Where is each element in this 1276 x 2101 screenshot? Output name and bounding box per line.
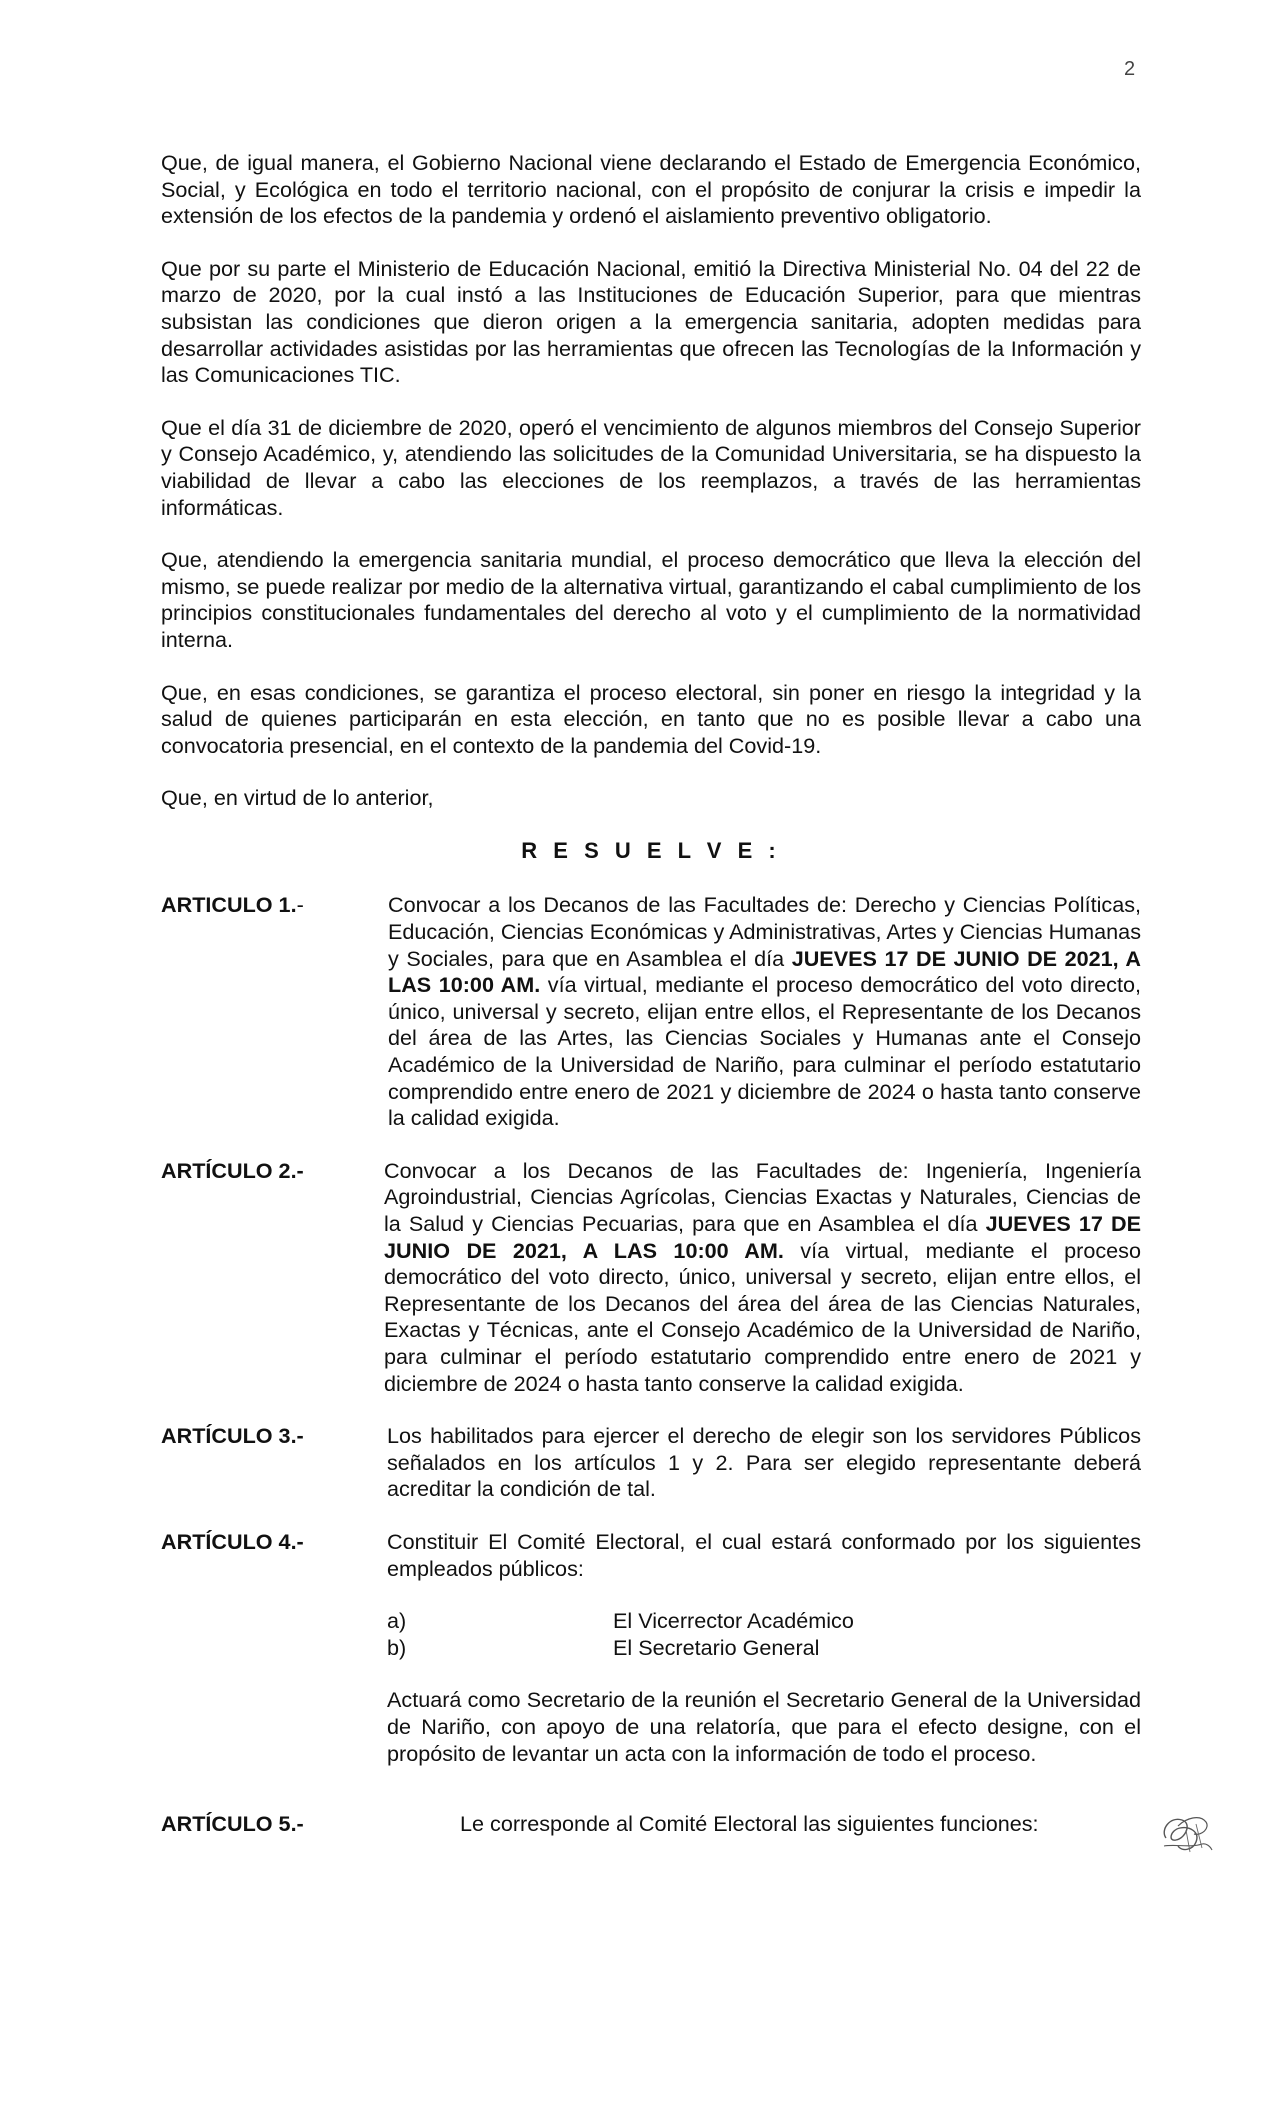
- article-1: [161, 892, 1141, 1131]
- signature-initials-icon: [1156, 1808, 1216, 1862]
- article-1-date: JUEVES 17 DE JUNIO DE 2021, A LAS 10:00 AM.: [388, 945, 1141, 998]
- article-4-label: ARTÍCULO 4.-: [161, 1528, 304, 1554]
- article-1-label-text: ARTICULO 1.: [161, 892, 297, 918]
- list-item-text: El Secretario General: [613, 1634, 820, 1660]
- article-3-label: ARTÍCULO 3.-: [161, 1423, 304, 1449]
- article-2-label: ARTÍCULO 2.-: [161, 1157, 304, 1183]
- article-2-text-after: vía virtual, mediante el proceso democrático del voto directo, único, universal y secreto, elijan entre ellos, el Representante de los Decanos del área del área de las Ciencias Naturales, Exactas y Técnicas, ante el Consejo Académico de la Universidad de Nariño, para culminar el período estatutario comprendido entre enero de 2021 y diciembre de 2024 o hasta tanto conserve la calidad exigida.: [384, 1237, 1141, 1396]
- article-1-body: [384, 892, 1141, 1131]
- article-4-text-2: Actuará como Secretario de la reunión el Secretario General de la Universidad de Nariño, con apoyo de una relatoría, que para el efecto designe, con el propósito de levantar un acta con la información de todo el proceso.: [387, 1687, 1141, 1766]
- article-1-label-dash: -: [296, 892, 304, 918]
- article-5: [161, 1811, 1141, 1838]
- paragraph-ministerio: Que por su parte el Ministerio de Educación Nacional, emitió la Directiva Ministerial No. 04 del 22 de marzo de 2020, por la cual instó a las Instituciones de Educación Superior, para que mientras subsistan las condiciones que dieron origen a la emergencia sanitaria, adopten medidas para desarrollar actividades asistidas por las herramientas que ofrecen las Tecnologías de la Información y las Comunicaciones TIC.: [161, 255, 1141, 388]
- article-3: [161, 1423, 1141, 1503]
- article-4-text: Constituir El Comité Electoral, el cual estará conformado por los siguientes empleados públicos:: [387, 1528, 1141, 1581]
- article-1-text-after: vía virtual, mediante el proceso democrático del voto directo, único, universal y secreto, elijan entre ellos, el Representante de los Decanos del área de las Artes, las Ciencias Sociales y Humanas ante el Consejo Académico de la Universidad de Nariño, para culminar el período estatutario comprendido entre enero de 2021 y diciembre de 2024 o hasta tanto conserve la calidad exigida.: [388, 972, 1141, 1131]
- paragraph-emergencia: Que, de igual manera, el Gobierno Nacional viene declarando el Estado de Emergencia Económico, Social, y Ecológica en todo el territorio nacional, con el propósito de conjurar la crisis e impedir la extensión de los efectos de la pandemia y ordenó el aislamiento preventivo obligatorio.: [161, 150, 1141, 229]
- article-1-text-before: Convocar a los Decanos de las Facultades de: Derecho y Ciencias Políticas, Educación, Ciencias Económicas y Administrativas, Artes y Ciencias Humanas y Sociales, para que en Asamblea el día: [388, 892, 1141, 971]
- article-4-body: [384, 1529, 1141, 1767]
- article-5-label: ARTÍCULO 5.-: [161, 1811, 304, 1837]
- list-item: [387, 1635, 1141, 1662]
- article-5-body: Le corresponde al Comité Electoral las siguientes funciones:: [460, 1811, 1039, 1837]
- article-4: [161, 1529, 1141, 1767]
- resuelve-heading: R E S U E L V E :: [521, 837, 781, 863]
- article-2: [161, 1158, 1141, 1397]
- page-number: 2: [1124, 58, 1136, 80]
- document-body: [161, 150, 1141, 1864]
- article-3-body: Los habilitados para ejercer el derecho de elegir son los servidores Públicos señalados en los artículos 1 y 2. Para ser elegido representante deberá acreditar la condición de tal.: [387, 1423, 1141, 1502]
- paragraph-vencimiento: Que el día 31 de diciembre de 2020, operó el vencimiento de algunos miembros del Consejo Superior y Consejo Académico, y, atendiendo las solicitudes de la Comunidad Universitaria, se ha dispuesto la viabilidad de llevar a cabo las elecciones de los reemplazos, a través de las herramientas informáticas.: [161, 414, 1141, 520]
- list-item-letter: a): [387, 1608, 407, 1634]
- list-item-text: El Vicerrector Académico: [613, 1608, 854, 1634]
- paragraph-emergencia-sanitaria: Que, atendiendo la emergencia sanitaria mundial, el proceso democrático que lleva la elección del mismo, se puede realizar por medio de la alternativa virtual, garantizando el cabal cumplimiento de los principios constitucionales fundamentales del derecho al voto y el cumplimiento de la normatividad interna.: [161, 547, 1141, 652]
- list-item: [387, 1608, 1141, 1635]
- list-item-letter: b): [387, 1634, 407, 1660]
- paragraph-condiciones: Que, en esas condiciones, se garantiza el proceso electoral, sin poner en riesgo la integridad y la salud de quienes participarán en esta elección, en tanto que no es posible llevar a cabo una convocatoria presencial, en el contexto de la pandemia del Covid-19.: [161, 679, 1141, 758]
- article-2-date: JUEVES 17 DE JUNIO DE 2021, A LAS 10:00 AM.: [384, 1211, 1141, 1263]
- paragraph-virtud: Que, en virtud de lo anterior,: [161, 785, 434, 811]
- article-1-label: [161, 892, 384, 1131]
- article-2-text-before: Convocar a los Decanos de las Facultades de: Ingeniería, Ingeniería Agroindustrial, Ciencias Agrícolas, Ciencias Exactas y Naturales, Ciencias de la Salud y Ciencias Pecuarias, para que en Asamblea el día: [384, 1157, 1141, 1236]
- article-2-body: [384, 1158, 1141, 1397]
